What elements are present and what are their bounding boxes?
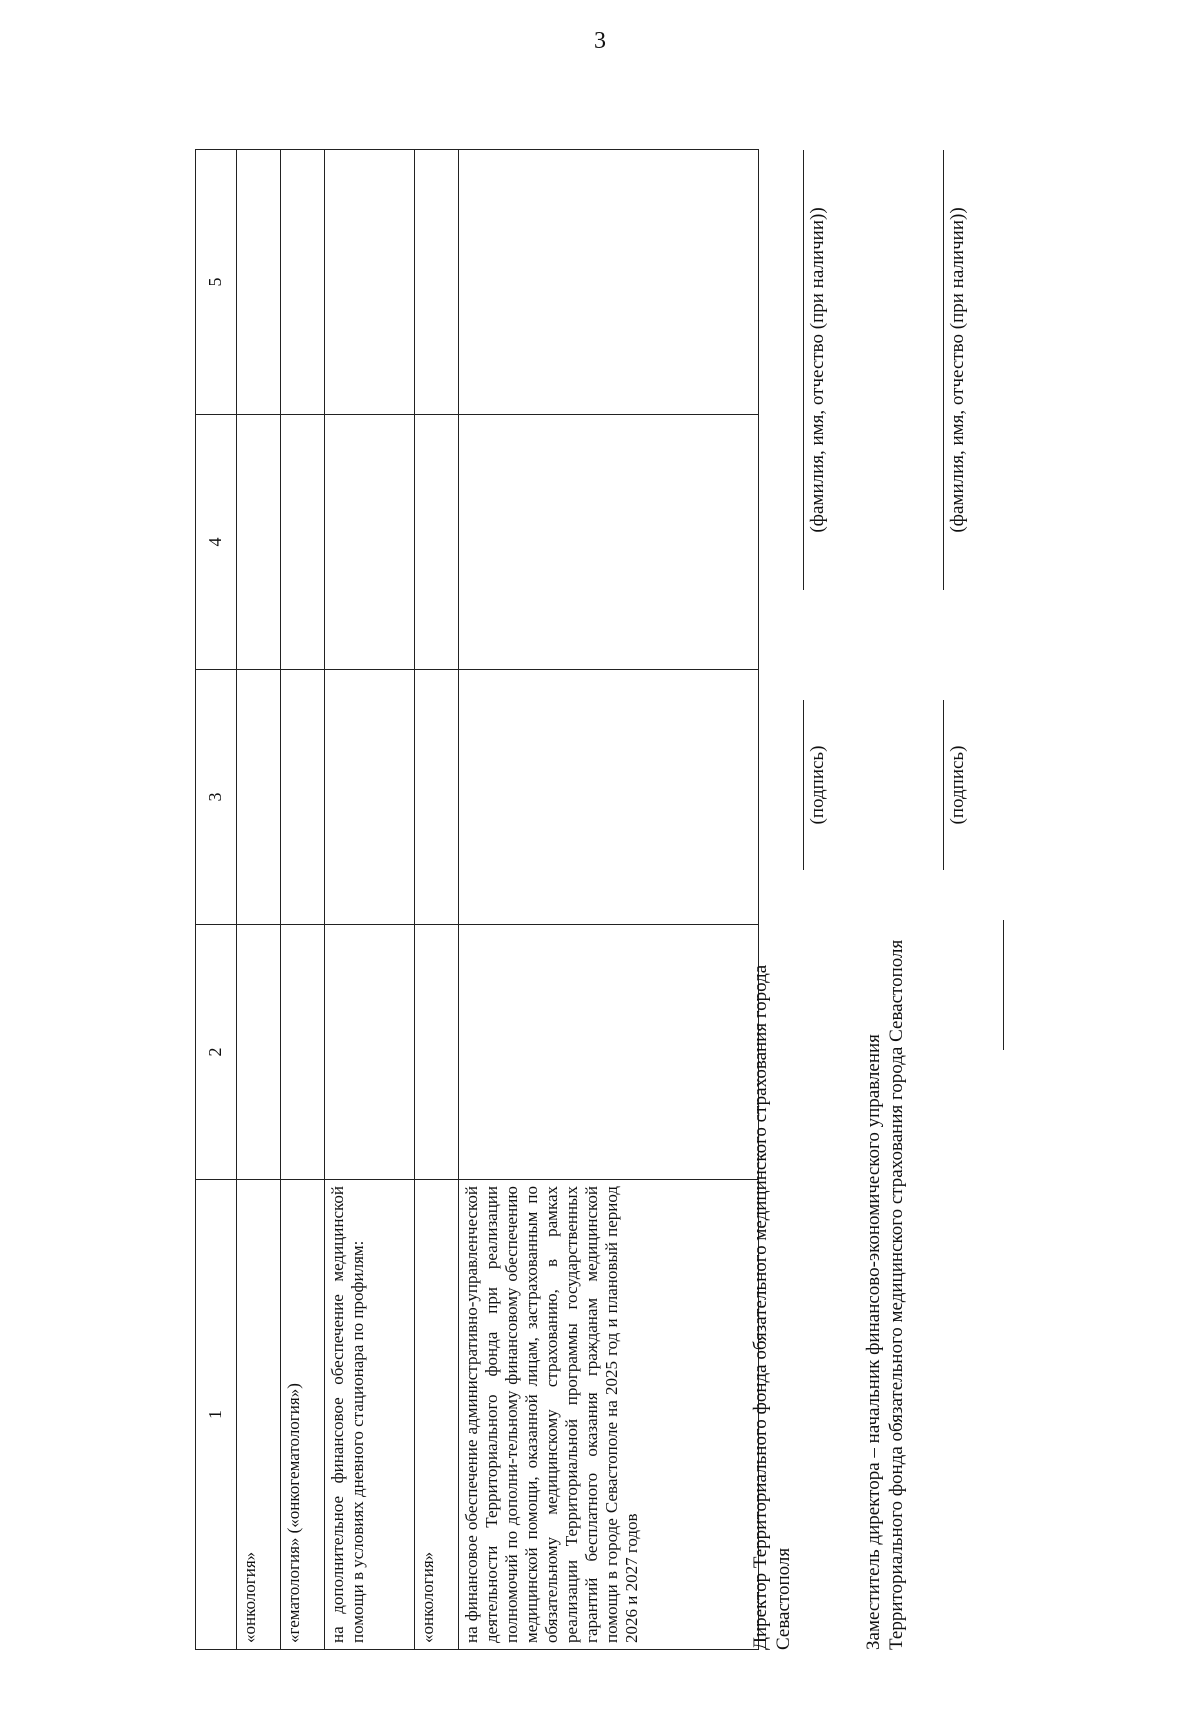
- table-row: [325, 150, 415, 1650]
- row-label: «онкология»: [237, 1180, 281, 1650]
- table-cell: [459, 150, 759, 415]
- end-of-document-line: [1003, 920, 1004, 1050]
- table-row: [281, 150, 325, 1650]
- table-header-cell: 2: [196, 925, 237, 1180]
- table-cell: [415, 925, 459, 1180]
- name-caption: (фамилия, имя, отчество (при наличии)): [807, 207, 828, 533]
- row-label: «онкология»: [415, 1180, 459, 1650]
- table-cell: [237, 415, 281, 670]
- rotated-landscape-content: [195, 90, 1200, 1650]
- row-label: «гематология» («онкогематология»): [281, 1180, 325, 1650]
- table-cell: [459, 925, 759, 1180]
- table-header-cell: 5: [196, 150, 237, 415]
- table-cell: [237, 150, 281, 415]
- table-row: [237, 150, 281, 1650]
- table-header-cell: 4: [196, 415, 237, 670]
- name-line: [803, 150, 804, 590]
- signature-title-deputy: Заместитель директора – начальник финансово-экономического управления Территориального фонда обязательного медицинского страхования города Севастополя: [863, 939, 907, 1650]
- table-cell: [281, 925, 325, 1180]
- table-cell: [281, 670, 325, 925]
- table-cell: [325, 415, 415, 670]
- table-cell: [237, 670, 281, 925]
- table-row: [459, 150, 759, 1650]
- table-cell: [459, 670, 759, 925]
- table-cell: [325, 925, 415, 1180]
- table-cell: [281, 415, 325, 670]
- table-header-row: [196, 150, 237, 1650]
- signature-caption: (подпись): [807, 745, 828, 825]
- table-header-cell: 1: [196, 1180, 237, 1650]
- signature-caption: (подпись): [947, 745, 968, 825]
- table-row: [415, 150, 459, 1650]
- table-cell: [325, 150, 415, 415]
- table-cell: [415, 670, 459, 925]
- row-label: на финансовое обеспечение административно-управленческой деятельности Территориального фонда при реализации полномочий по дополни-тельному финансовому обеспечению медицинской помощи, оказанной лицам, застрахованным по обязательному медицинскому страхованию, в рамках реализации Территориальной программы государственных гарантий бесплатного оказания гражданам медицинской помощи в городе Севастополе на 2025 год и плановый период 2026 и 2027 годов: [459, 1180, 759, 1650]
- table-cell: [459, 415, 759, 670]
- page-number: 3: [594, 28, 606, 54]
- funding-table: [195, 149, 759, 1650]
- signature-title-director: Директор Территориального фонда обязательного медицинского страхования города Севастополя: [750, 964, 794, 1650]
- signature-line: [943, 700, 944, 870]
- table-cell: [237, 925, 281, 1180]
- table-cell: [415, 415, 459, 670]
- row-label: на дополнительное финансовое обеспечение медицинской помощи в условиях дневного стационара по профилям:: [325, 1180, 415, 1650]
- signature-line: [803, 700, 804, 870]
- table-cell: [415, 150, 459, 415]
- table-cell: [281, 150, 325, 415]
- name-caption: (фамилия, имя, отчество (при наличии)): [947, 207, 968, 533]
- table-header-cell: 3: [196, 670, 237, 925]
- table-cell: [325, 670, 415, 925]
- name-line: [943, 150, 944, 590]
